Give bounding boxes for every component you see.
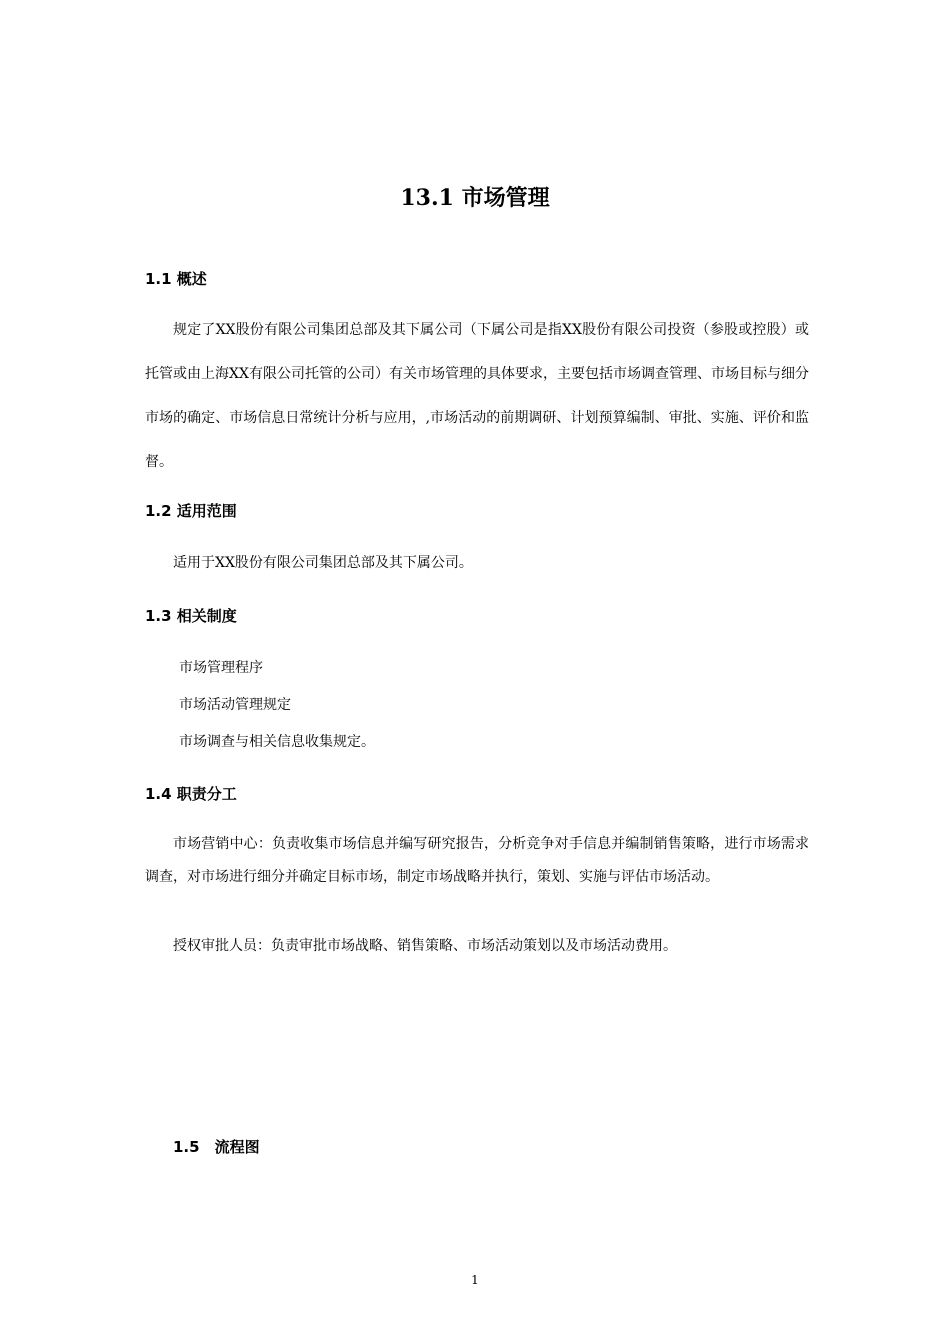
heading-flowchart: 1.5 流程图 — [173, 1138, 260, 1156]
heading-overview: 1.1 概述 — [145, 270, 207, 288]
page-number: 1 — [471, 1273, 479, 1287]
heading-related: 1.3 相关制度 — [145, 607, 237, 625]
duties-approvers-paragraph: 授权审批人员：负责审批市场战略、销售策略、市场活动策划以及市场活动费用。 — [173, 938, 677, 954]
scope-paragraph: 适用于XX股份有限公司集团总部及其下属公司。 — [173, 555, 473, 571]
related-item-1: 市场管理程序 — [179, 660, 263, 676]
related-item-2: 市场活动管理规定 — [179, 697, 291, 713]
duties-marketing-paragraph: 市场营销中心：负责收集市场信息并编写研究报告，分析竞争对手信息并编制销售策略，进行市场需求调查，对市场进行细分并确定目标市场，制定市场战略并执行，策划、实施与评估市场活动。 — [145, 836, 809, 885]
related-item-3: 市场调查与相关信息收集规定。 — [179, 734, 375, 750]
overview-paragraph: 规定了XX股份有限公司集团总部及其下属公司（下属公司是指XX股份有限公司投资（参股或控股）或托管或由上海XX有限公司托管的公司）有关市场管理的具体要求，主要包括市场调查管理、市场目标与细分市场的确定、市场信息日常统计分析与应用，,市场活动的前期调研、计划预算编制、审批、实施、评价和监督。 — [145, 322, 809, 470]
page-title: 13.1 市场管理 — [400, 185, 550, 211]
heading-scope: 1.2 适用范围 — [145, 502, 237, 520]
heading-duties: 1.4 职责分工 — [145, 785, 237, 803]
